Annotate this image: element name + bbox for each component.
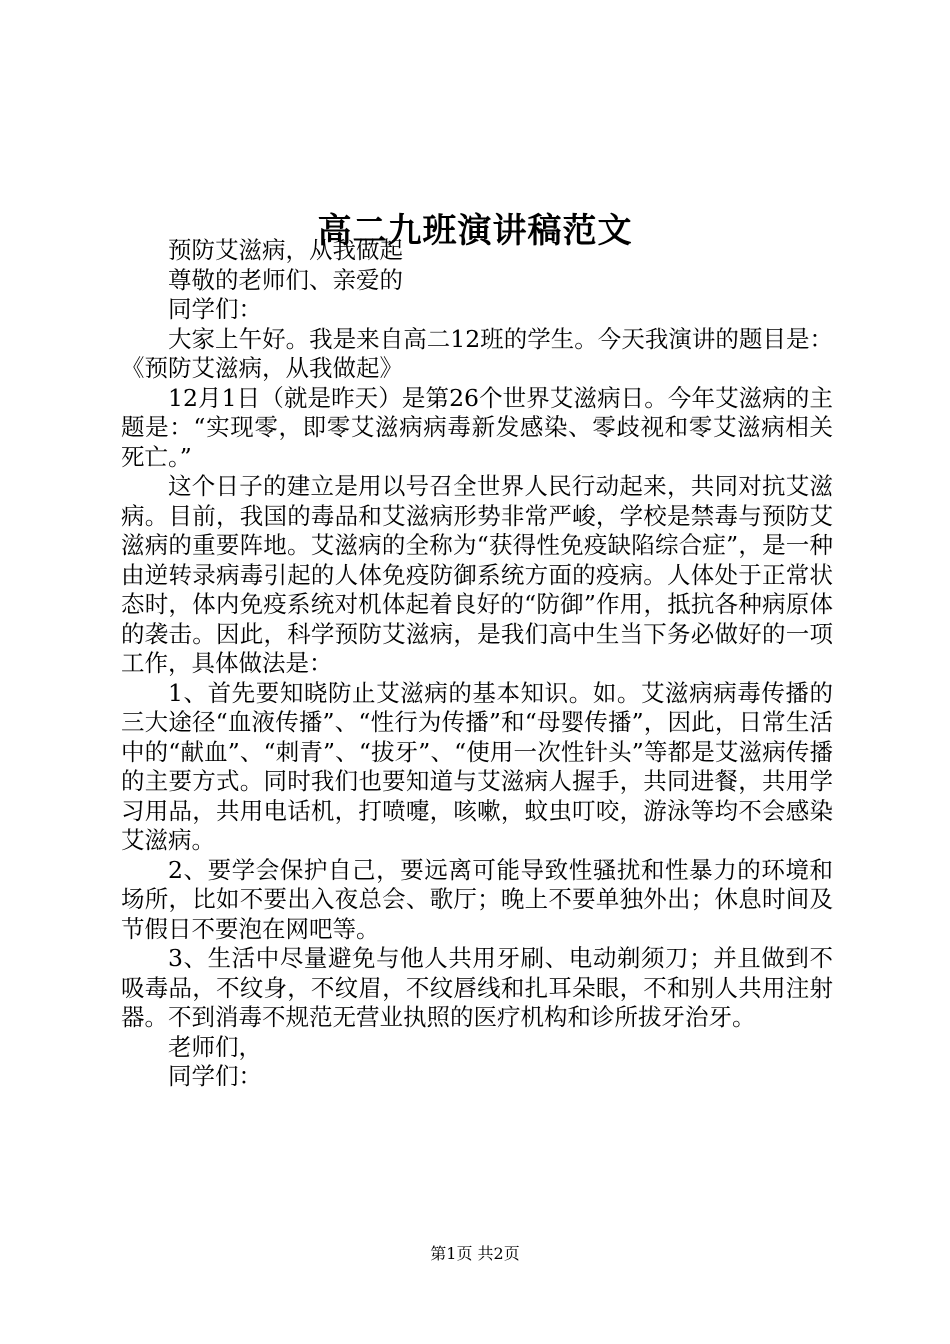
paragraph-point-3: 3、生活中尽量避免与他人共用牙刷、电动剃须刀；并且做到不吸毒品，不纹身，不纹眉，不纹唇线和扎耳朵眼，不和别人共用注射器。不到消毒不规范无营业执照的医疗机构和诊所拔牙治牙。 — [121, 944, 833, 1031]
paragraph-greeting-cont: 同学们： — [168, 295, 262, 323]
paragraph-closing-teachers: 老师们， — [168, 1032, 262, 1061]
paragraph-point-2: 2、要学会保护自己，要远离可能导致性骚扰和性暴力的环境和场所，比如不要出入夜总会、歌厅；晚上不要单独外出；休息时间及节假日不要泡在网吧等。 — [121, 855, 833, 943]
paragraph-intro: 大家上午好。我是来自高二12班的学生。今天我演讲的题目是：《预防艾滋病，从我做起》 — [121, 324, 833, 382]
paragraph-closing-students: 同学们： — [168, 1062, 262, 1090]
document-title: 高二九班演讲稿范文 — [317, 210, 633, 251]
paragraph-topic: 预防艾滋病，从我做起 — [168, 236, 403, 264]
paragraph-aids-day: 12月1日（就是昨天）是第26个世界艾滋病日。今年艾滋病的主题是：“实现零，即零艾滋病病毒新发感染、零歧视和零艾滋病相关死亡。” — [121, 383, 833, 471]
paragraph-greeting: 尊敬的老师们、亲爱的 — [168, 265, 403, 294]
paragraph-point-1: 1、首先要知晓防止艾滋病的基本知识。如。艾滋病病毒传播的三大途径“血液传播”、“性行为传播”和“母婴传播”，因此，日常生活中的“献血”、“刺青”、“拔牙”、“使用一次性针头”等都是艾滋病传播的主要方式。同时我们也要知道与艾滋病人握手，共同进餐，共用学习用品，共用电话机，打喷嚏，咳嗽，蚊虫叮咬，游泳等均不会感染艾滋病。 — [121, 678, 833, 854]
page-footer: 第1页 共2页 — [430, 1244, 520, 1263]
document-body — [121, 236, 833, 1092]
paragraph-background: 这个日子的建立是用以号召全世界人民行动起来，共同对抗艾滋病。目前，我国的毒品和艾滋病形势非常严峻，学校是禁毒与预防艾滋病的重要阵地。艾滋病的全称为“获得性免疫缺陷综合症”，是一种由逆转录病毒引起的人体免疫防御系统方面的疫病。人体处于正常状态时，体内免疫系统对机体起着良好的“防御”作用，抵抗各种病原体的袭击。因此，科学预防艾滋病，是我们高中生当下务必做好的一项工作，具体做法是： — [121, 472, 833, 677]
